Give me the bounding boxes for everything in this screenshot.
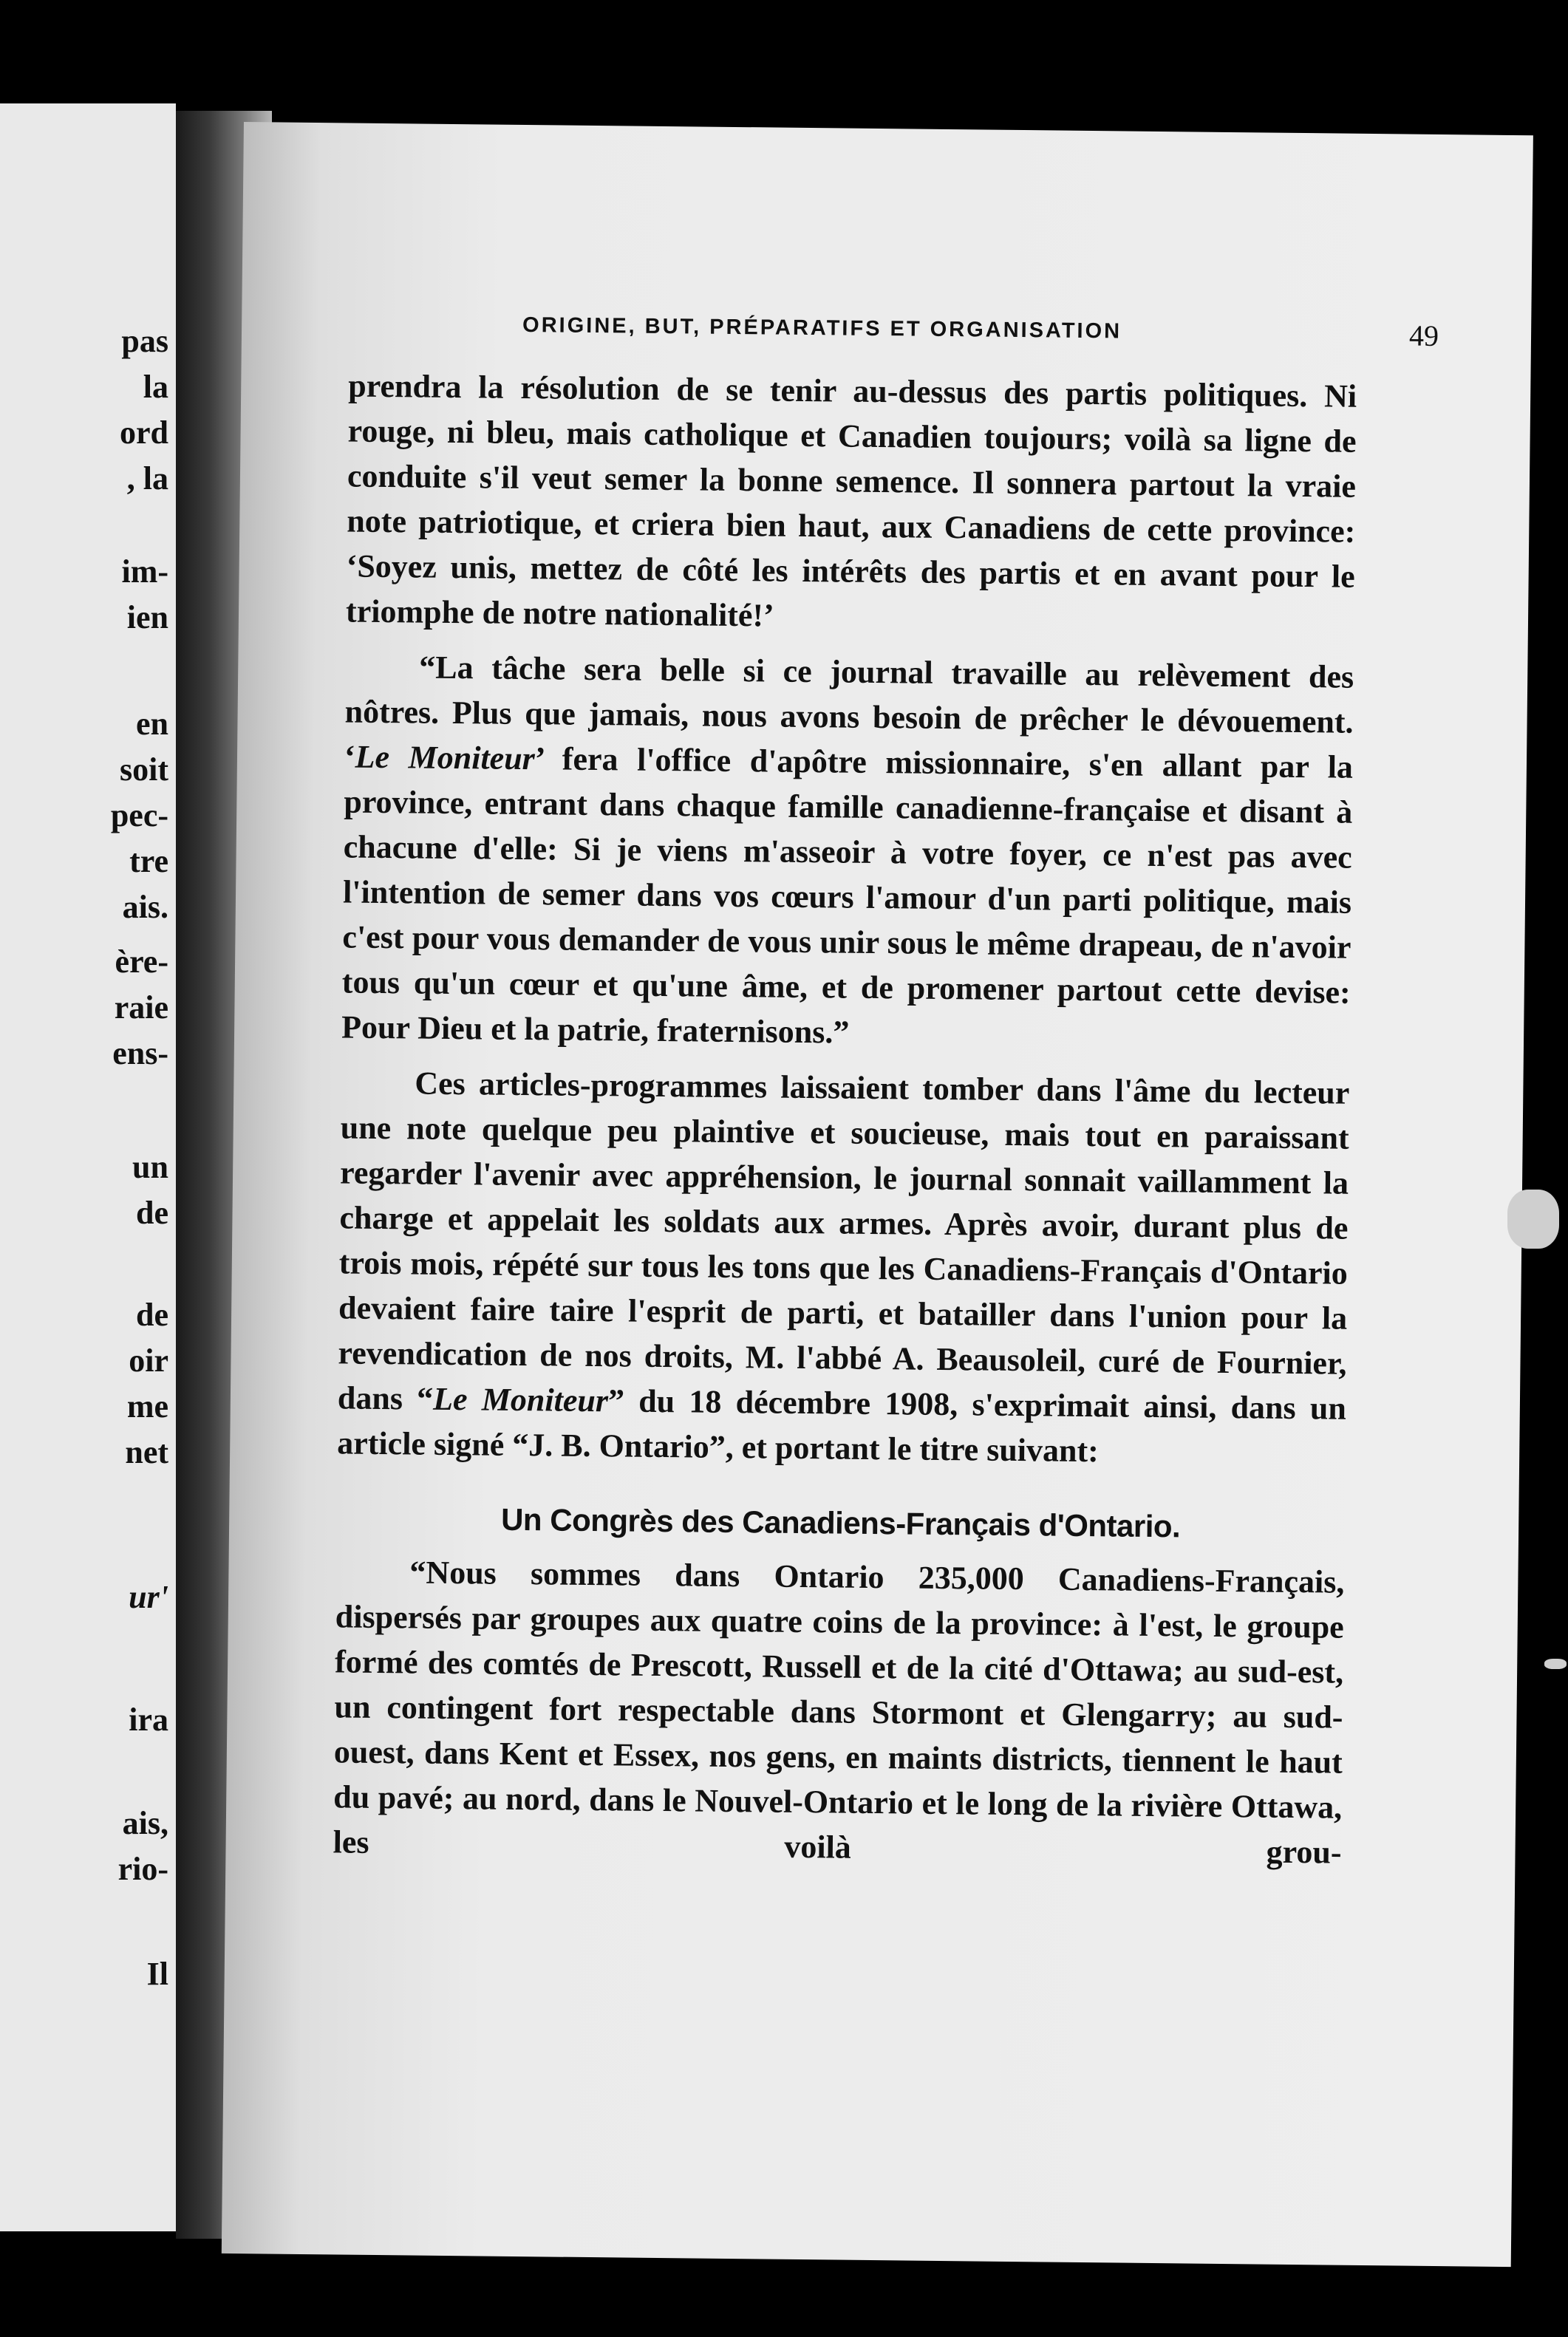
facing-page-text: pec- (110, 797, 168, 833)
facing-page-text: raie (114, 989, 168, 1026)
page-number: 49 (1408, 318, 1439, 352)
newspaper-title: Le Moniteur (432, 1380, 609, 1419)
running-title: ORIGINE, BUT, PRÉPARATIFS ET ORGANISATION (522, 313, 1122, 344)
facing-page-text: , la (126, 460, 168, 497)
facing-page-text: ens- (112, 1035, 168, 1071)
scan-artifact (1544, 1659, 1567, 1669)
newspaper-title: Le Moniteur (355, 738, 536, 777)
book-page (222, 122, 1533, 2267)
paragraph-text: “La tâche sera belle si ce journal travaille au relèvement des nôtres. Plus que jamais, nous avons besoin de prêcher le dévouement. ‘ (344, 649, 1354, 775)
facing-page-text: ira (129, 1702, 168, 1738)
facing-page-text: net (125, 1434, 168, 1470)
facing-page-text: en (136, 706, 168, 742)
facing-page-text: Il (146, 1956, 168, 1992)
facing-page-text: soit (120, 751, 168, 788)
facing-page-text: ien (126, 599, 168, 635)
facing-page-text: ère- (115, 944, 168, 980)
paragraph (341, 644, 1354, 1060)
facing-page-text: ord (120, 414, 168, 451)
facing-page-text: oir (129, 1343, 168, 1379)
facing-page-text: un (132, 1149, 168, 1185)
facing-page-text: rio- (117, 1851, 168, 1887)
facing-page-text: ur' (129, 1579, 168, 1615)
facing-page-fragment (0, 103, 176, 2231)
paragraph-text: ” du 18 décembre 1908, s'exprimait ainsi, dans un article signé “J. B. Ontario”, et portant le titre suivant: (337, 1382, 1347, 1470)
facing-page-text: me (126, 1388, 168, 1425)
facing-page-text: de (136, 1195, 168, 1231)
facing-page-text: im- (121, 553, 168, 590)
facing-page-text: pas (121, 323, 168, 359)
facing-page-text: de (136, 1297, 168, 1333)
facing-page-text: ais, (122, 1805, 168, 1841)
paragraph-text: ’ fera l'office d'apôtre missionnaire, s'en allant par la province, entrant dans chaque famille canadienne-française et disant à chacune d'elle: Si je viens m'asseoir à votre foyer, ce n'est pas avec l'intention de semer dans vos cœurs l'amour d'un parti politique, mais c'est pour vous demander de vous unir sous le même drapeau, de n'avoir tous qu'un cœur et qu'une âme, et de promener partout cette devise: Pour Dieu et la patrie, fraternisons.” (341, 740, 1354, 1051)
running-head (522, 313, 1439, 353)
paragraph-text: Ces articles-programmes laissaient tomber dans l'âme du lecteur une note quelque peu plaintive et soucieuse, mais tout en paraissant regarder l'avenir avec appréhension, le journal sonnait vaillamment la charge et appelait les soldats aux armes. Après avoir, durant plus de trois mois, répété sur tous les tons que les Canadiens-Français d'Ontario devaient faire taire l'esprit de parti, et batailler dans l'union pour la revendication de nos droits, M. l'abbé A. Beausoleil, curé de Fournier, dans “ (337, 1065, 1350, 1417)
facing-page-text: tre (129, 843, 168, 879)
section-heading: Un Congrès des Canadiens-Français d'Ontario. (500, 1501, 1181, 1544)
paragraph: prendra la résolution de se tenir au-dessus des partis politiques. Ni rouge, ni bleu, mais catholique et Canadien toujours; voilà sa ligne de conduite s'il veut semer la bonne semence. Il sonnera partout la vraie note patriotique, et criera bien haut, aux Canadiens de cette province: ‘Soyez unis, mettez de côté les intérêts des partis et en avant pour le triomphe de notre nationalité!’ (345, 367, 1357, 634)
body-text (333, 364, 1357, 1875)
facing-page-text: ais. (122, 889, 168, 925)
paragraph (337, 1060, 1350, 1475)
facing-page-text: la (143, 369, 168, 405)
paragraph: “Nous sommes dans Ontario 235,000 Canadiens-Français, dispersés par groupes aux quatre coins de la province: à l'est, le groupe formé des comtés de Prescott, Russell et de la cité d'Ottawa; au sud-est, un contingent fort respectable dans Stormont et Glengarry; au sud-ouest, dans Kent et Essex, nos gens, en maints districts, tiennent le haut du pavé; au nord, dans le Nouvel-Ontario et le long de la rivière Ottawa, les voilà grou- (333, 1554, 1345, 1871)
scan-artifact (1507, 1190, 1559, 1249)
